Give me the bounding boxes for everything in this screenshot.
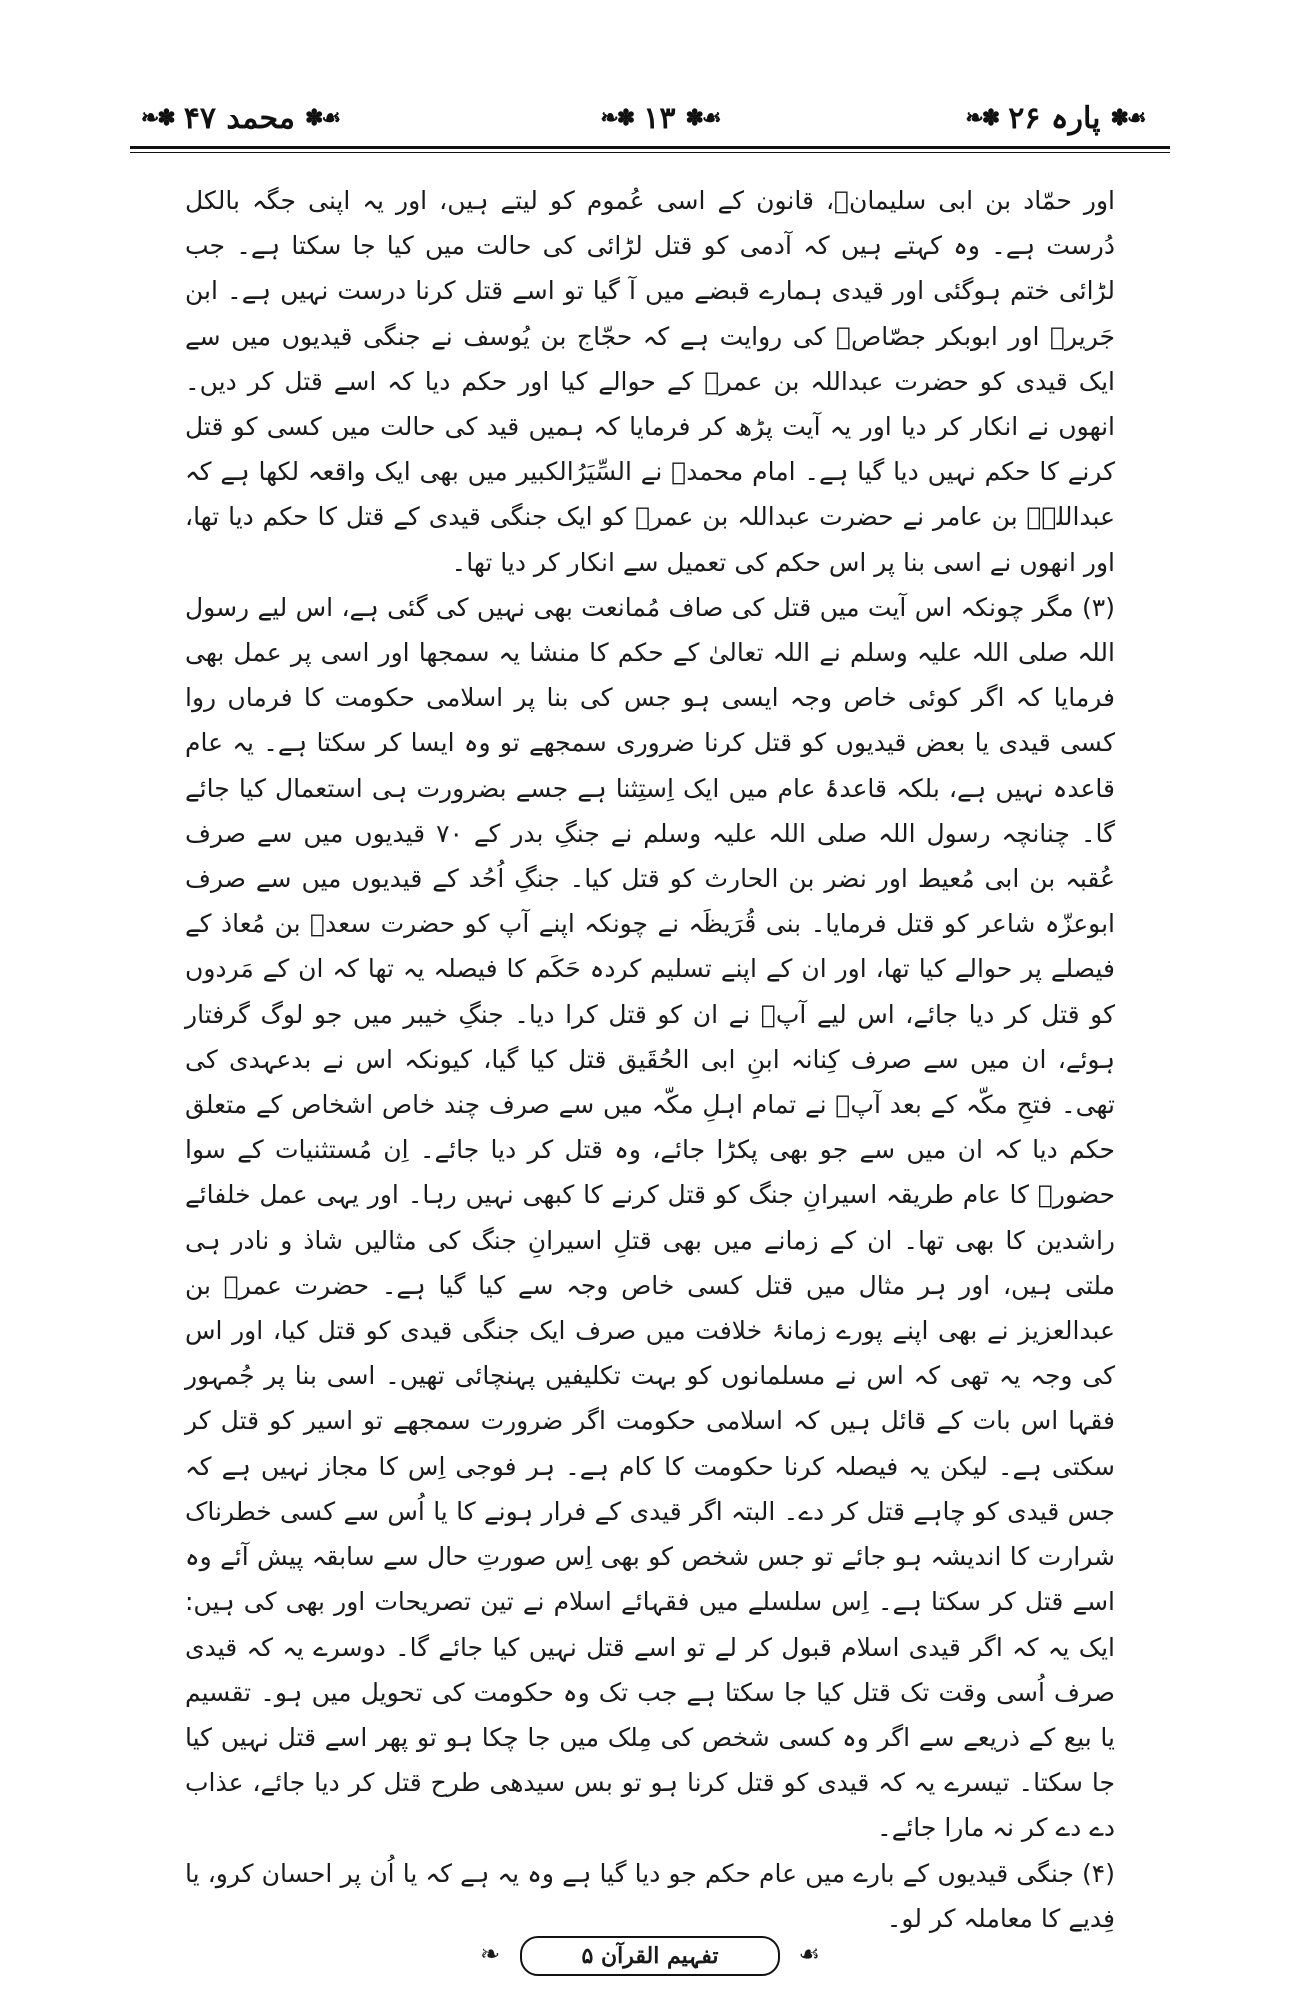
ornament-icon: ✽☙ xyxy=(304,105,340,131)
ornament-icon: ❧✽ xyxy=(140,105,174,131)
ornament-icon: ❧✽ xyxy=(965,105,999,131)
para-label-box xyxy=(940,94,1170,142)
page-number: ۱۳ xyxy=(643,100,676,136)
book-label: تفہیم القرآن ۵ xyxy=(581,1943,719,1969)
page-footer xyxy=(480,1930,820,1980)
ornament-icon: ☙ xyxy=(798,1940,820,1968)
surah-label: محمد ۴۷ xyxy=(183,100,295,136)
book-label-box xyxy=(520,1936,780,1976)
paragraph-1: اور حمّاد بن ابی سلیمانؒ، قانون کے اسی عُموم کو لیتے ہیں، اور یہ اپنی جگہ بالکل دُرست ہے۔ وہ کہتے ہیں کہ آدمی کو قتل لڑائی کی حالت میں کیا جا سکتا ہے۔ جب لڑائی ختم ہوگئی اور قیدی ہمارے قبضے میں آ گیا تو اسے قتل کرنا درست نہیں ہے۔ ابن جَریرؒ اور ابوبکر جصّاصؒ کی روایت ہے کہ حجّاج بن یُوسف نے جنگی قیدیوں میں سے ایک قیدی کو حضرت عبداللہ بن عمرؓ کے حوالے کیا اور حکم دیا کہ اسے قتل کر دیں۔ انھوں نے انکار کر دیا اور یہ آیت پڑھ کر فرمایا کہ ہمیں قید کی حالت میں کسی کو قتل کرنے کا حکم نہیں دیا گیا ہے۔ امام محمدؒ نے السِّیَرُالکبیر میں بھی ایک واقعہ لکھا ہے کہ عبداللہؓ بن عامر نے حضرت عبداللہ بن عمرؓ کو ایک جنگی قیدی کے قتل کا حکم دیا تھا، اور انھوں نے اسی بنا پر اس حکم کی تعمیل سے انکار کر دیا تھا۔ xyxy=(185,186,1115,577)
header-rule-thin xyxy=(130,152,1170,153)
page-number-box xyxy=(560,94,760,142)
para-label: پارہ ۲۶ xyxy=(1008,100,1101,136)
ornament-icon: ❧✽ xyxy=(600,105,634,131)
ornament-icon: ✽☙ xyxy=(1110,105,1145,131)
paragraph-3: (۴) جنگی قیدیوں کے بارے میں عام حکم جو دیا گیا ہے وہ یہ ہے کہ یا اُن پر احسان کرو، یا فِدیے کا معاملہ کر لو۔ xyxy=(185,1858,1115,1933)
ornament-icon: ❧ xyxy=(480,1940,501,1968)
header-rule xyxy=(130,146,1170,149)
body-text xyxy=(185,178,1115,1941)
paragraph-2: (۳) مگر چونکہ اس آیت میں قتل کی صاف مُمانعت بھی نہیں کی گئی ہے، اس لیے رسول اللہ صلی اللہ علیہ وسلم نے اللہ تعالیٰ کے حکم کا منشا یہ سمجھا اور اسی پر عمل بھی فرمایا کہ اگر کوئی خاص وجہ ایسی ہو جس کی بنا پر اسلامی حکومت کا فرماں روا کسی قیدی یا بعض قیدیوں کو قتل کرنا ضروری سمجھے تو وہ ایسا کر سکتا ہے۔ یہ عام قاعدہ نہیں ہے، بلکہ قاعدۂ عام میں ایک اِستِثنا ہے جسے بضرورت ہی استعمال کیا جائے گا۔ چنانچہ رسول اللہ صلی اللہ علیہ وسلم نے جنگِ بدر کے ۷۰ قیدیوں میں سے صرف عُقبہ بن ابی مُعیط اور نضر بن الحارث کو قتل کیا۔ جنگِ اُحُد کے قیدیوں میں سے صرف ابوعزّہ شاعر کو قتل فرمایا۔ بنی قُرَیظَہ نے چونکہ اپنے آپ کو حضرت سعدؓ بن مُعاذ کے فیصلے پر حوالے کیا تھا، اور ان کے اپنے تسلیم کردہ حَکَم کا فیصلہ یہ تھا کہ ان کے مَردوں کو قتل کر دیا جائے، اس لیے آپؐ نے ان کو قتل کرا دیا۔ جنگِ خیبر میں جو لوگ گرفتار ہوئے، ان میں سے صرف کِنانہ ابنِ ابی الحُقَیق قتل کیا گیا، کیونکہ اس نے بدعہدی کی تھی۔ فتحِ مکّہ کے بعد آپؐ نے تمام اہلِ مکّہ میں سے صرف چند خاص اشخاص کے متعلق حکم دیا کہ ان میں سے جو بھی پکڑا جائے، وہ قتل کر دیا جائے۔ اِن مُستثنیات کے سوا حضورؐ کا عام طریقہ اسیرانِ جنگ کو قتل کرنے کا کبھی نہیں رہا۔ اور یہی عمل خلفائے راشدین کا بھی تھا۔ ان کے زمانے میں بھی قتلِ اسیرانِ جنگ کی مثالیں شاذ و نادر ہی ملتی ہیں، اور ہر مثال میں قتل کسی خاص وجہ سے کیا گیا ہے۔ حضرت عمرؓ بن عبدالعزیز نے بھی اپنے پورے زمانۂ خلافت میں صرف ایک جنگی قیدی کو قتل کیا، اور اس کی وجہ یہ تھی کہ اس نے مسلمانوں کو بہت تکلیفیں پہنچائی تھیں۔ اسی بنا پر جُمہور فقہا اس بات کے قائل ہیں کہ اسلامی حکومت اگر ضرورت سمجھے تو اسیر کو قتل کر سکتی ہے۔ لیکن یہ فیصلہ کرنا حکومت کا کام ہے۔ ہر فوجی اِس کا مجاز نہیں ہے کہ جس قیدی کو چاہے قتل کر دے۔ البتہ اگر قیدی کے فرار ہونے کا یا اُس سے کسی خطرناک شرارت کا اندیشہ ہو جائے تو جس شخص کو بھی اِس صورتِ حال سے سابقہ پیش آئے وہ اسے قتل کر سکتا ہے۔ اِس سلسلے میں فقہائے اسلام نے تین تصریحات اور بھی کی ہیں: ایک یہ کہ اگر قیدی اسلام قبول کر لے تو اسے قتل نہیں کیا جائے گا۔ دوسرے یہ کہ قیدی صرف اُسی وقت تک قتل کیا جا سکتا ہے جب تک وہ حکومت کی تحویل میں ہو۔ تقسیم یا بیع کے ذریعے سے اگر وہ کسی شخص کی مِلک میں جا چکا ہو تو پھر اسے قتل نہیں کیا جا سکتا۔ تیسرے یہ کہ قیدی کو قتل کرنا ہو تو بس سیدھی طرح قتل کر دیا جائے، عذاب دے دے کر نہ مارا جائے۔ xyxy=(185,592,1115,1843)
surah-label-box xyxy=(130,94,350,142)
page-header xyxy=(130,92,1170,156)
ornament-icon: ✽☙ xyxy=(685,105,720,131)
